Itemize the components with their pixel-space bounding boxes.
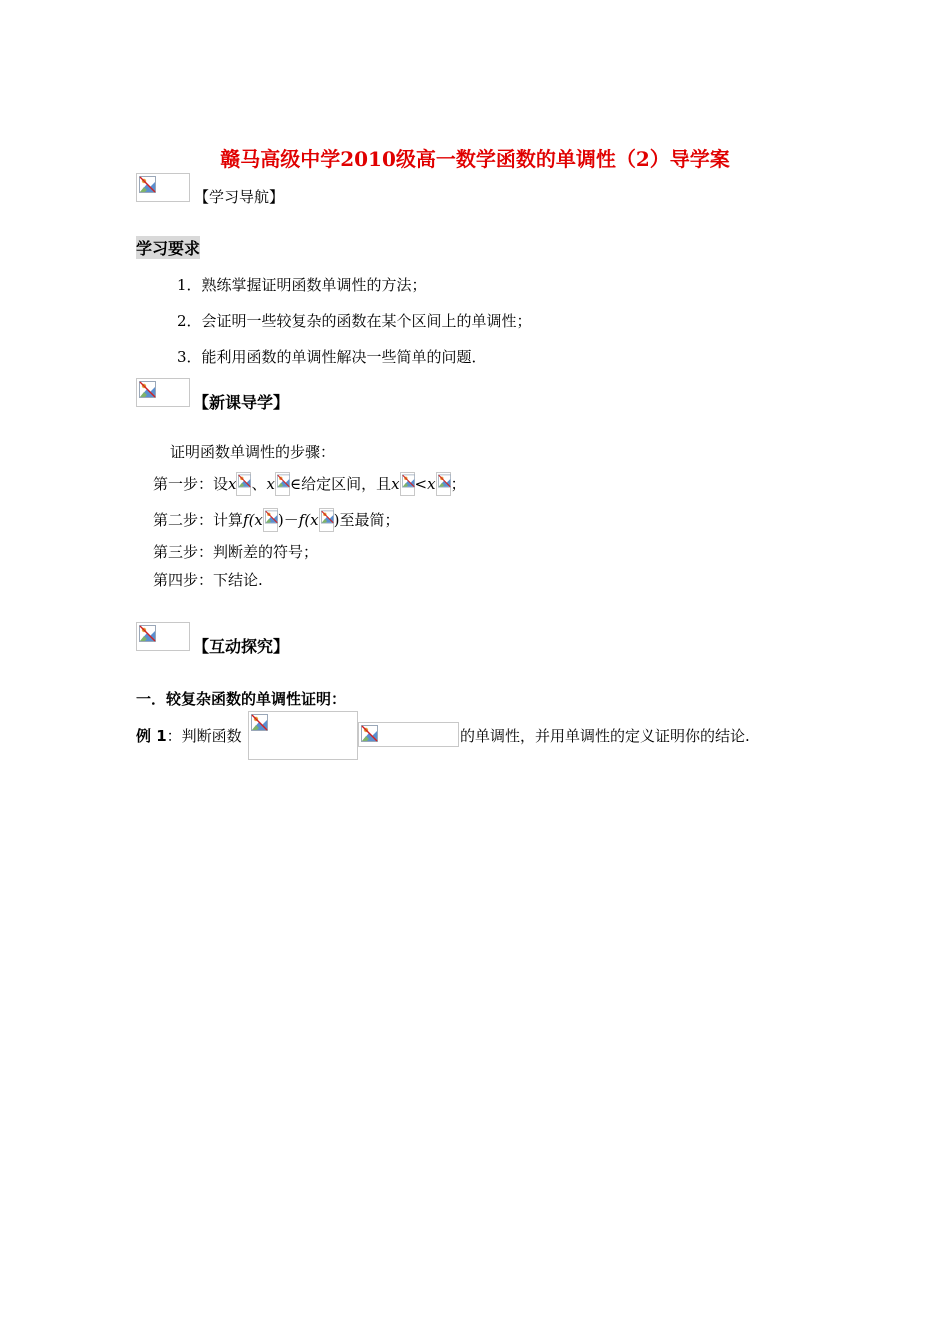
broken-image-icon [277, 474, 290, 488]
broken-image-icon [438, 474, 451, 488]
paren-close: ) [333, 511, 340, 529]
image-placeholder [136, 622, 190, 651]
var-x: x [391, 475, 400, 493]
broken-image-icon [139, 381, 156, 398]
step-1-sep: 、 [251, 475, 267, 493]
section-1-heading: 一．较复杂函数的单调性证明： [136, 690, 347, 708]
nav-label: 【学习导航】 [194, 188, 285, 206]
broken-image-icon [139, 176, 156, 193]
var-x: x [228, 475, 237, 493]
page-title: 赣马高级中学2010级高一数学函数的单调性（2）导学案 [220, 147, 730, 171]
step-1-end: ； [450, 475, 466, 493]
func-f: f [298, 511, 305, 529]
var-x: x [266, 475, 275, 493]
paren-x: (x [304, 511, 319, 529]
image-placeholder [136, 173, 190, 202]
steps-intro: 证明函数单调性的步骤： [170, 443, 336, 461]
broken-image-icon [251, 714, 268, 731]
step-1-prefix: 第一步：设 [153, 475, 229, 493]
step-3: 第三步：判断差的符号； [153, 543, 319, 561]
broken-image-icon [139, 625, 156, 642]
requirement-item-1: 1．熟练掌握证明函数单调性的方法； [177, 276, 427, 294]
image-placeholder [136, 378, 190, 407]
image-placeholder [275, 472, 290, 496]
image-placeholder [358, 722, 459, 747]
example-1 [136, 725, 242, 746]
broken-image-icon [238, 474, 251, 488]
broken-image-icon [402, 474, 415, 488]
less-than: < [414, 475, 428, 493]
image-placeholder [248, 711, 358, 760]
paren-x: (x [248, 511, 263, 529]
requirement-item-2: 2．会证明一些较复杂的函数在某个区间上的单调性； [177, 312, 532, 330]
step-2-prefix: 第二步：计算 [153, 511, 244, 529]
image-placeholder [436, 472, 451, 496]
step-2 [153, 508, 400, 532]
broken-image-icon [321, 510, 334, 524]
example-1-label: 例 1 [136, 727, 167, 745]
example-1-suffix: 的单调性，并用单调性的定义证明你的结论. [460, 727, 750, 745]
minus-sign: － [283, 511, 299, 529]
step-2-end: 至最简； [339, 511, 400, 529]
image-placeholder [236, 472, 251, 496]
image-placeholder [400, 472, 415, 496]
requirement-item-3: 3．能利用函数的单调性解决一些简单的问题． [177, 348, 487, 366]
var-x: x [427, 475, 436, 493]
image-placeholder [319, 508, 334, 532]
requirements-heading: 学习要求 [136, 236, 200, 259]
step-4: 第四步：下结论. [153, 571, 263, 589]
step-1-mid: ∈给定区间，且 [289, 475, 392, 493]
func-f: f [243, 511, 249, 529]
paren-close: ) [277, 511, 284, 529]
step-1 [153, 472, 466, 496]
broken-image-icon [265, 510, 278, 524]
interactive-label: 【互动探究】 [193, 637, 290, 656]
example-1-prefix: ：判断函数 [166, 727, 242, 745]
image-placeholder [263, 508, 278, 532]
new-lesson-label: 【新课导学】 [193, 393, 290, 412]
broken-image-icon [361, 725, 378, 742]
